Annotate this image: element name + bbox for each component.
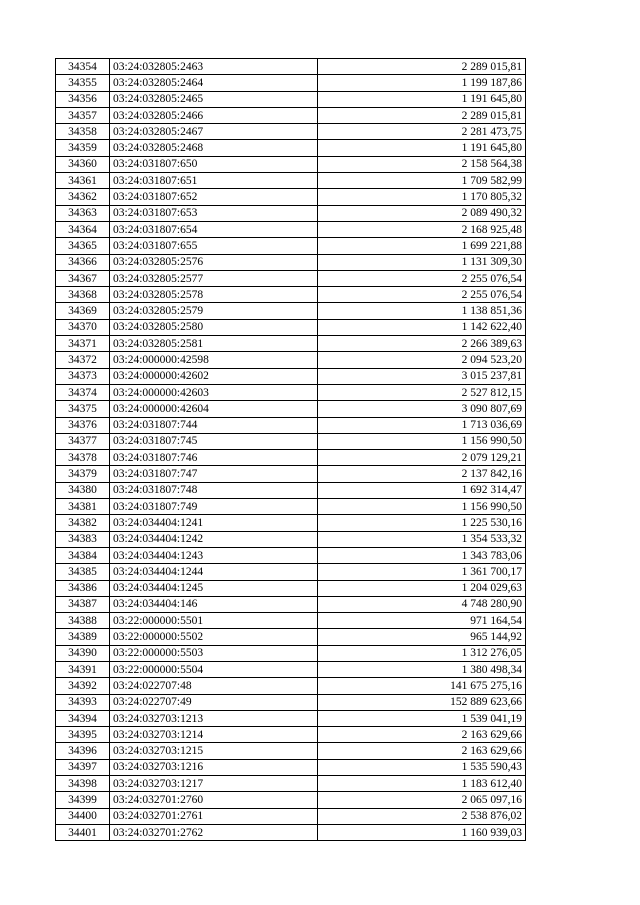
table-row	[56, 531, 526, 547]
cadastral-number-cell: 03:24:032805:2463	[110, 59, 318, 75]
cadastral-value-cell: 1 343 783,06	[318, 547, 526, 563]
cadastral-number-cell: 03:24:032703:1213	[110, 710, 318, 726]
row-number-cell: 34354	[56, 59, 110, 75]
cadastral-value-cell: 971 164,54	[318, 613, 526, 629]
row-number-cell: 34370	[56, 319, 110, 335]
cadastral-number-cell: 03:24:031807:653	[110, 205, 318, 221]
row-number-cell: 34367	[56, 270, 110, 286]
table-row	[56, 352, 526, 368]
cadastral-value-cell: 1 204 029,63	[318, 580, 526, 596]
table-row	[56, 515, 526, 531]
table-row	[56, 776, 526, 792]
cadastral-value-cell: 141 675 275,16	[318, 678, 526, 694]
cadastral-value-cell: 2 289 015,81	[318, 59, 526, 75]
cadastral-value-cell: 2 163 629,66	[318, 743, 526, 759]
table-row	[56, 107, 526, 123]
table-row	[56, 824, 526, 840]
cadastral-number-cell: 03:24:031807:749	[110, 499, 318, 515]
cadastral-value-cell: 2 089 490,32	[318, 205, 526, 221]
row-number-cell: 34360	[56, 156, 110, 172]
table-row	[56, 694, 526, 710]
row-number-cell: 34393	[56, 694, 110, 710]
row-number-cell: 34372	[56, 352, 110, 368]
cadastral-number-cell: 03:22:000000:5501	[110, 613, 318, 629]
row-number-cell: 34389	[56, 629, 110, 645]
row-number-cell: 34357	[56, 107, 110, 123]
cadastral-value-cell: 2 094 523,20	[318, 352, 526, 368]
cadastral-value-cell: 1 699 221,88	[318, 238, 526, 254]
row-number-cell: 34390	[56, 645, 110, 661]
row-number-cell: 34381	[56, 499, 110, 515]
row-number-cell: 34358	[56, 124, 110, 140]
cadastral-value-table	[55, 58, 526, 841]
cadastral-number-cell: 03:24:032805:2465	[110, 91, 318, 107]
row-number-cell: 34397	[56, 759, 110, 775]
row-number-cell: 34395	[56, 727, 110, 743]
table-row	[56, 629, 526, 645]
cadastral-value-cell: 1 138 851,36	[318, 303, 526, 319]
cadastral-value-cell: 1 539 041,19	[318, 710, 526, 726]
table-row	[56, 433, 526, 449]
row-number-cell: 34378	[56, 450, 110, 466]
cadastral-number-cell: 03:24:031807:654	[110, 221, 318, 237]
table-row	[56, 205, 526, 221]
cadastral-number-cell: 03:24:032703:1217	[110, 776, 318, 792]
cadastral-number-cell: 03:24:031807:746	[110, 450, 318, 466]
row-number-cell: 34364	[56, 221, 110, 237]
row-number-cell: 34392	[56, 678, 110, 694]
cadastral-number-cell: 03:24:032805:2467	[110, 124, 318, 140]
row-number-cell: 34384	[56, 547, 110, 563]
table-row	[56, 368, 526, 384]
cadastral-value-cell: 1 354 533,32	[318, 531, 526, 547]
cadastral-number-cell: 03:24:034404:1242	[110, 531, 318, 547]
cadastral-value-cell: 965 144,92	[318, 629, 526, 645]
row-number-cell: 34391	[56, 661, 110, 677]
table-row	[56, 613, 526, 629]
table-row	[56, 303, 526, 319]
cadastral-value-cell: 2 289 015,81	[318, 107, 526, 123]
cadastral-value-cell: 1 156 990,50	[318, 433, 526, 449]
row-number-cell: 34359	[56, 140, 110, 156]
cadastral-number-cell: 03:24:032703:1215	[110, 743, 318, 759]
cadastral-number-cell: 03:24:031807:744	[110, 417, 318, 433]
cadastral-number-cell: 03:24:032805:2577	[110, 270, 318, 286]
table-row	[56, 564, 526, 580]
cadastral-number-cell: 03:24:000000:42604	[110, 401, 318, 417]
row-number-cell: 34375	[56, 401, 110, 417]
table-row	[56, 173, 526, 189]
cadastral-number-cell: 03:24:032701:2762	[110, 824, 318, 840]
cadastral-number-cell: 03:22:000000:5503	[110, 645, 318, 661]
table-row	[56, 254, 526, 270]
table-row	[56, 466, 526, 482]
table-row	[56, 678, 526, 694]
cadastral-number-cell: 03:24:032805:2581	[110, 336, 318, 352]
cadastral-value-cell: 1 380 498,34	[318, 661, 526, 677]
row-number-cell: 34366	[56, 254, 110, 270]
table-row	[56, 482, 526, 498]
table-row	[56, 91, 526, 107]
cadastral-number-cell: 03:24:032805:2576	[110, 254, 318, 270]
row-number-cell: 34356	[56, 91, 110, 107]
cadastral-value-cell: 2 065 097,16	[318, 792, 526, 808]
table-row	[56, 661, 526, 677]
table-row	[56, 645, 526, 661]
cadastral-number-cell: 03:24:032805:2578	[110, 287, 318, 303]
cadastral-value-cell: 1 361 700,17	[318, 564, 526, 580]
row-number-cell: 34398	[56, 776, 110, 792]
table-row	[56, 727, 526, 743]
cadastral-value-cell: 2 163 629,66	[318, 727, 526, 743]
cadastral-number-cell: 03:24:034404:1241	[110, 515, 318, 531]
cadastral-value-cell: 1 191 645,80	[318, 91, 526, 107]
cadastral-value-cell: 1 692 314,47	[318, 482, 526, 498]
cadastral-number-cell: 03:24:034404:146	[110, 596, 318, 612]
cadastral-number-cell: 03:24:032805:2468	[110, 140, 318, 156]
cadastral-number-cell: 03:24:032703:1216	[110, 759, 318, 775]
row-number-cell: 34383	[56, 531, 110, 547]
cadastral-value-cell: 2 137 842,16	[318, 466, 526, 482]
row-number-cell: 34365	[56, 238, 110, 254]
cadastral-value-cell: 1 183 612,40	[318, 776, 526, 792]
cadastral-value-cell: 1 199 187,86	[318, 75, 526, 91]
row-number-cell: 34388	[56, 613, 110, 629]
cadastral-value-cell: 152 889 623,66	[318, 694, 526, 710]
cadastral-value-cell: 1 160 939,03	[318, 824, 526, 840]
table-row	[56, 270, 526, 286]
row-number-cell: 34385	[56, 564, 110, 580]
row-number-cell: 34382	[56, 515, 110, 531]
row-number-cell: 34400	[56, 808, 110, 824]
row-number-cell: 34401	[56, 824, 110, 840]
row-number-cell: 34379	[56, 466, 110, 482]
row-number-cell: 34368	[56, 287, 110, 303]
row-number-cell: 34355	[56, 75, 110, 91]
cadastral-value-cell: 2 255 076,54	[318, 270, 526, 286]
row-number-cell: 34377	[56, 433, 110, 449]
cadastral-number-cell: 03:24:031807:745	[110, 433, 318, 449]
cadastral-number-cell: 03:24:031807:650	[110, 156, 318, 172]
table-row	[56, 384, 526, 400]
row-number-cell: 34396	[56, 743, 110, 759]
row-number-cell: 34371	[56, 336, 110, 352]
table-row	[56, 450, 526, 466]
row-number-cell: 34363	[56, 205, 110, 221]
cadastral-number-cell: 03:24:031807:655	[110, 238, 318, 254]
cadastral-value-cell: 3 015 237,81	[318, 368, 526, 384]
row-number-cell: 34387	[56, 596, 110, 612]
cadastral-value-cell: 2 266 389,63	[318, 336, 526, 352]
cadastral-number-cell: 03:24:000000:42602	[110, 368, 318, 384]
table-row	[56, 189, 526, 205]
cadastral-value-cell: 1 713 036,69	[318, 417, 526, 433]
table-row	[56, 156, 526, 172]
cadastral-number-cell: 03:24:031807:748	[110, 482, 318, 498]
cadastral-value-cell: 2 281 473,75	[318, 124, 526, 140]
table-row	[56, 743, 526, 759]
cadastral-number-cell: 03:24:022707:48	[110, 678, 318, 694]
table-row	[56, 336, 526, 352]
cadastral-number-cell: 03:24:031807:651	[110, 173, 318, 189]
cadastral-number-cell: 03:24:032701:2761	[110, 808, 318, 824]
cadastral-value-cell: 1 142 622,40	[318, 319, 526, 335]
table-row	[56, 710, 526, 726]
cadastral-value-cell: 3 090 807,69	[318, 401, 526, 417]
row-number-cell: 34369	[56, 303, 110, 319]
cadastral-value-cell: 1 709 582,99	[318, 173, 526, 189]
row-number-cell: 34373	[56, 368, 110, 384]
row-number-cell: 34376	[56, 417, 110, 433]
table-row	[56, 140, 526, 156]
cadastral-value-cell: 2 079 129,21	[318, 450, 526, 466]
cadastral-value-cell: 1 312 276,05	[318, 645, 526, 661]
table-row	[56, 401, 526, 417]
cadastral-number-cell: 03:24:000000:42598	[110, 352, 318, 368]
cadastral-value-cell: 1 131 309,30	[318, 254, 526, 270]
cadastral-number-cell: 03:24:032805:2579	[110, 303, 318, 319]
cadastral-value-cell: 2 538 876,02	[318, 808, 526, 824]
cadastral-value-cell: 1 191 645,80	[318, 140, 526, 156]
table-row	[56, 59, 526, 75]
cadastral-number-cell: 03:24:032805:2466	[110, 107, 318, 123]
cadastral-value-cell: 1 225 530,16	[318, 515, 526, 531]
table-row	[56, 792, 526, 808]
cadastral-number-cell: 03:24:034404:1244	[110, 564, 318, 580]
row-number-cell: 34394	[56, 710, 110, 726]
table-row	[56, 547, 526, 563]
row-number-cell: 34362	[56, 189, 110, 205]
cadastral-value-cell: 1 170 805,32	[318, 189, 526, 205]
table-row	[56, 287, 526, 303]
table-row	[56, 319, 526, 335]
table-row	[56, 75, 526, 91]
cadastral-value-cell: 2 158 564,38	[318, 156, 526, 172]
table-row	[56, 238, 526, 254]
table-row	[56, 124, 526, 140]
table-body	[56, 59, 526, 841]
table-row	[56, 808, 526, 824]
cadastral-value-cell: 4 748 280,90	[318, 596, 526, 612]
cadastral-value-cell: 2 527 812,15	[318, 384, 526, 400]
row-number-cell: 34386	[56, 580, 110, 596]
cadastral-number-cell: 03:24:000000:42603	[110, 384, 318, 400]
cadastral-number-cell: 03:24:032805:2464	[110, 75, 318, 91]
table-row	[56, 759, 526, 775]
cadastral-number-cell: 03:24:032805:2580	[110, 319, 318, 335]
table-row	[56, 499, 526, 515]
cadastral-value-cell: 1 156 990,50	[318, 499, 526, 515]
cadastral-number-cell: 03:24:032701:2760	[110, 792, 318, 808]
row-number-cell: 34399	[56, 792, 110, 808]
row-number-cell: 34374	[56, 384, 110, 400]
cadastral-number-cell: 03:24:034404:1243	[110, 547, 318, 563]
table-row	[56, 417, 526, 433]
cadastral-value-cell: 1 535 590,43	[318, 759, 526, 775]
table-row	[56, 596, 526, 612]
cadastral-number-cell: 03:22:000000:5502	[110, 629, 318, 645]
cadastral-value-cell: 2 168 925,48	[318, 221, 526, 237]
table-row	[56, 221, 526, 237]
cadastral-number-cell: 03:24:031807:652	[110, 189, 318, 205]
row-number-cell: 34361	[56, 173, 110, 189]
cadastral-number-cell: 03:24:034404:1245	[110, 580, 318, 596]
cadastral-number-cell: 03:24:031807:747	[110, 466, 318, 482]
cadastral-number-cell: 03:24:022707:49	[110, 694, 318, 710]
cadastral-number-cell: 03:22:000000:5504	[110, 661, 318, 677]
cadastral-number-cell: 03:24:032703:1214	[110, 727, 318, 743]
table-row	[56, 580, 526, 596]
cadastral-value-cell: 2 255 076,54	[318, 287, 526, 303]
row-number-cell: 34380	[56, 482, 110, 498]
